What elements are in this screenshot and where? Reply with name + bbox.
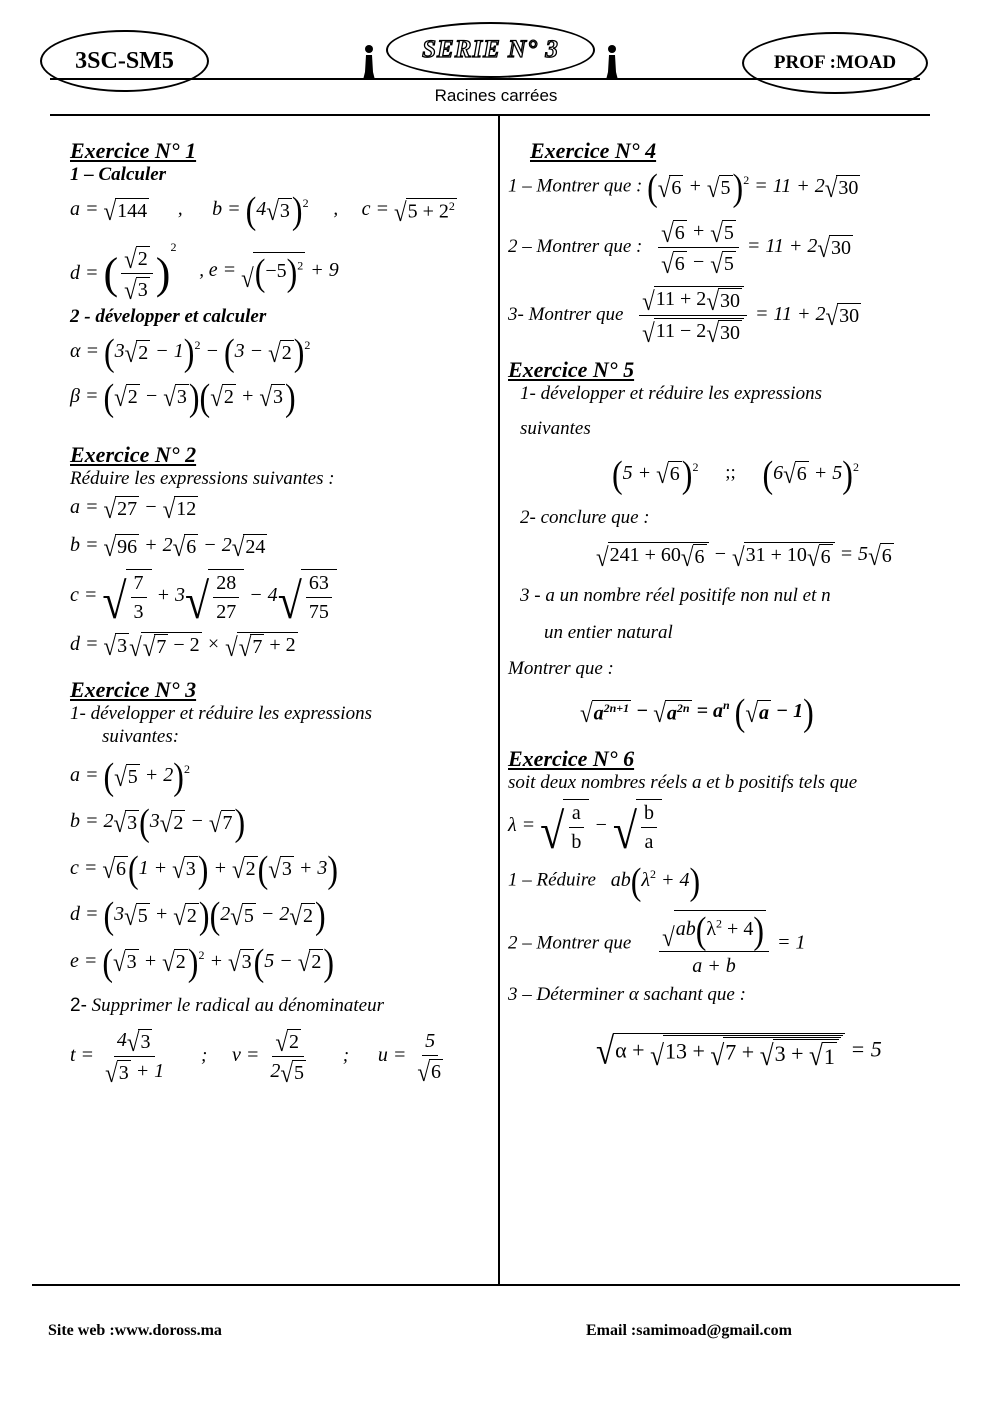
ex5-formulas-1: (5 + √ 6 )$^2$ ;; (6 √ 6 + 5)$^2$ xyxy=(612,451,859,496)
exercise-5-title: Exercice N° 5 xyxy=(508,356,635,382)
ex1-formula-beta: β = ( √ 2 − √ 3 )( √ 2 + √ 3 ) xyxy=(70,374,296,419)
ex5-question-1-line1: 1- développer et réduire les expressions xyxy=(520,382,822,404)
ex2-formula-a: a = √ 27 − √ 12 xyxy=(70,495,197,524)
ex4-question-3-text: 3- Montrer que xyxy=(508,303,624,325)
ex1-formula-de: d = ( √ 2 √ 3 )$^2$ , e = √ $(-5)^2$ + 9 xyxy=(70,239,339,306)
pawn-icon-right xyxy=(605,42,619,82)
ex3-formula-c: c = √ 6 (1 + √ 3 ) + √ 2 ( √ 3 + 3) xyxy=(70,847,338,891)
pawn-icon-left xyxy=(362,42,376,82)
ex6-question-1: 1 – Réduire $ab(\lambda^2 + 4)$ xyxy=(508,859,701,903)
ex3-formula-d: d = (3 √ 5 + √ 2 )(2 √ 5 − 2 √ 2 ) xyxy=(70,893,326,937)
class-badge xyxy=(40,30,209,92)
series-badge xyxy=(386,22,595,78)
exercise-1 xyxy=(70,138,490,419)
exercise-2-title: Exercice N° 2 xyxy=(70,441,197,467)
page-subtitle: Racines carrées xyxy=(434,86,558,105)
ex4-question-1: 1 – Montrer que : ( √ 6 + √ 5 )$^2$ = 11 + 2 √ 30 xyxy=(508,165,859,209)
ex1-question-1: 1 – Calculer xyxy=(70,164,167,186)
ex3-question-2-text: Supprimer le radical au dénominateur xyxy=(91,994,385,1016)
right-column xyxy=(508,138,948,1073)
ex5-question-3-show: Montrer que : xyxy=(508,658,614,680)
series-label: SERIE N° 3 xyxy=(422,36,559,63)
ex6-question-2-text: 2 – Montrer que xyxy=(508,932,632,954)
bottom-rule xyxy=(32,1284,960,1286)
ex6-question-2: 2 – Montrer que √ $ab(\lambda^2 + 4)$ a + b = 1 xyxy=(508,908,806,977)
ex2-formula-c: c = √ $\frac{7}{3}$ + 3 √ $\frac{28}{27}$ − 4 √ $\frac{63}{75}$ xyxy=(70,569,490,624)
ex1-formula-alpha: α = (3 √ 2 − 1)$^2$ − (3 − √ 2 )$^2$ xyxy=(70,330,311,374)
exercise-4-title: Exercice N° 4 xyxy=(530,138,657,163)
footer-site: Site web :www.doross.ma xyxy=(48,1322,222,1339)
ex4-question-2: 2 – Montrer que : √ 6 + √ 5 √ 6 − √ 5 = 11 + 2 √ 30 xyxy=(508,218,852,279)
exercise-5 xyxy=(508,357,948,732)
ex3-question-2 xyxy=(70,995,490,1018)
ex6-intro: soit deux nombres réels a et b positifs tels que xyxy=(508,771,858,793)
column-divider xyxy=(498,115,500,1285)
ex1-formula-abc: a = √ 144 , b = (4 √ 3 )$^2$ , c = √ $5 + 2^2$ xyxy=(70,188,455,232)
ex6-formula-lambda: λ = √ $\frac{a}{b}$ − √ $\frac{b}{a}$ xyxy=(508,799,948,854)
prof-label: PROF :MOAD xyxy=(773,52,897,73)
ex3-formula-b: b = 2 √ 3 (3 √ 2 − √ 7 ) xyxy=(70,800,246,844)
ex5-formula-3: √ $a^{2n+1}$ − √ $a^{2n}$ = $a^n$ ( √ a − 1) xyxy=(580,690,814,734)
exercise-6 xyxy=(508,745,948,1073)
header-rule xyxy=(50,78,920,80)
ex2-formula-d: d = √ 3 √ √ 7 − 2 × √ √ 7 + 2 xyxy=(70,632,296,662)
ex3-question-2-number: 2- xyxy=(70,994,87,1016)
ex6-formula-3: √ α + √ 13 + √ 7 + √ 3 + √ 1 = 5 xyxy=(596,1031,882,1073)
ex4-question-1-text: 1 – Montrer que : xyxy=(508,175,643,197)
ex2-intro: Réduire les expressions suivantes : xyxy=(70,468,335,490)
ex6-question-3: 3 – Déterminer α sachant que : xyxy=(508,983,746,1005)
exercise-1-title: Exercice N° 1 xyxy=(70,138,197,163)
ex3-formula-e: e = ( √ 3 + √ 2 )$^2$ + √ 3 (5 − √ 2 ) xyxy=(70,939,334,984)
ex5-question-3-line1: 3 - a un nombre réel positife non nul et n xyxy=(520,584,831,606)
ex1-question-2: 2 - développer et calculer xyxy=(70,306,267,328)
exercise-4 xyxy=(508,138,948,348)
ex3-question-1-line1: 1- développer et réduire les expressions xyxy=(70,703,372,725)
exercise-3 xyxy=(70,676,490,1088)
prof-badge xyxy=(742,32,928,94)
top-rule xyxy=(50,114,930,116)
ex5-formula-2: √ 241 + 60 √ 6 − √ 31 + 10 √ 6 = 5 √ 6 xyxy=(596,541,892,572)
ex3-question-1-line2: suivantes: xyxy=(102,726,180,748)
ex2-formula-b: b = √ 96 + 2 √ 6 − 2 √ 24 xyxy=(70,533,266,562)
ex5-question-3-line2: un entier natural xyxy=(544,621,673,643)
ex4-question-2-text: 2 – Montrer que : xyxy=(508,235,643,257)
class-label: 3SC-SM5 xyxy=(75,47,174,74)
footer-email: Email :samimoad@gmail.com xyxy=(586,1322,792,1339)
left-column xyxy=(70,138,490,1088)
ex5-question-1-line2: suivantes xyxy=(520,417,591,439)
exercise-2 xyxy=(70,441,490,662)
ex6-question-1-text: 1 – Réduire xyxy=(508,869,596,891)
exercise-6-title: Exercice N° 6 xyxy=(508,745,635,771)
ex4-question-3: 3- Montrer que √ 11 + 2 √ 30 √ 11 − 2 √ 30 = 11 + 2 √ 30 xyxy=(508,286,860,348)
ex3-formula-a: a = ( √ 5 + 2)$^2$ xyxy=(70,754,190,798)
ex5-question-2: 2- conclure que : xyxy=(520,506,650,528)
exercise-3-title: Exercice N° 3 xyxy=(70,676,197,702)
ex3-formula-tvu: t = 4 √ 3 √ 3 + 1 ; v = √ 2 2 √ 5 ; u = 5 √ 6 xyxy=(70,1027,441,1088)
